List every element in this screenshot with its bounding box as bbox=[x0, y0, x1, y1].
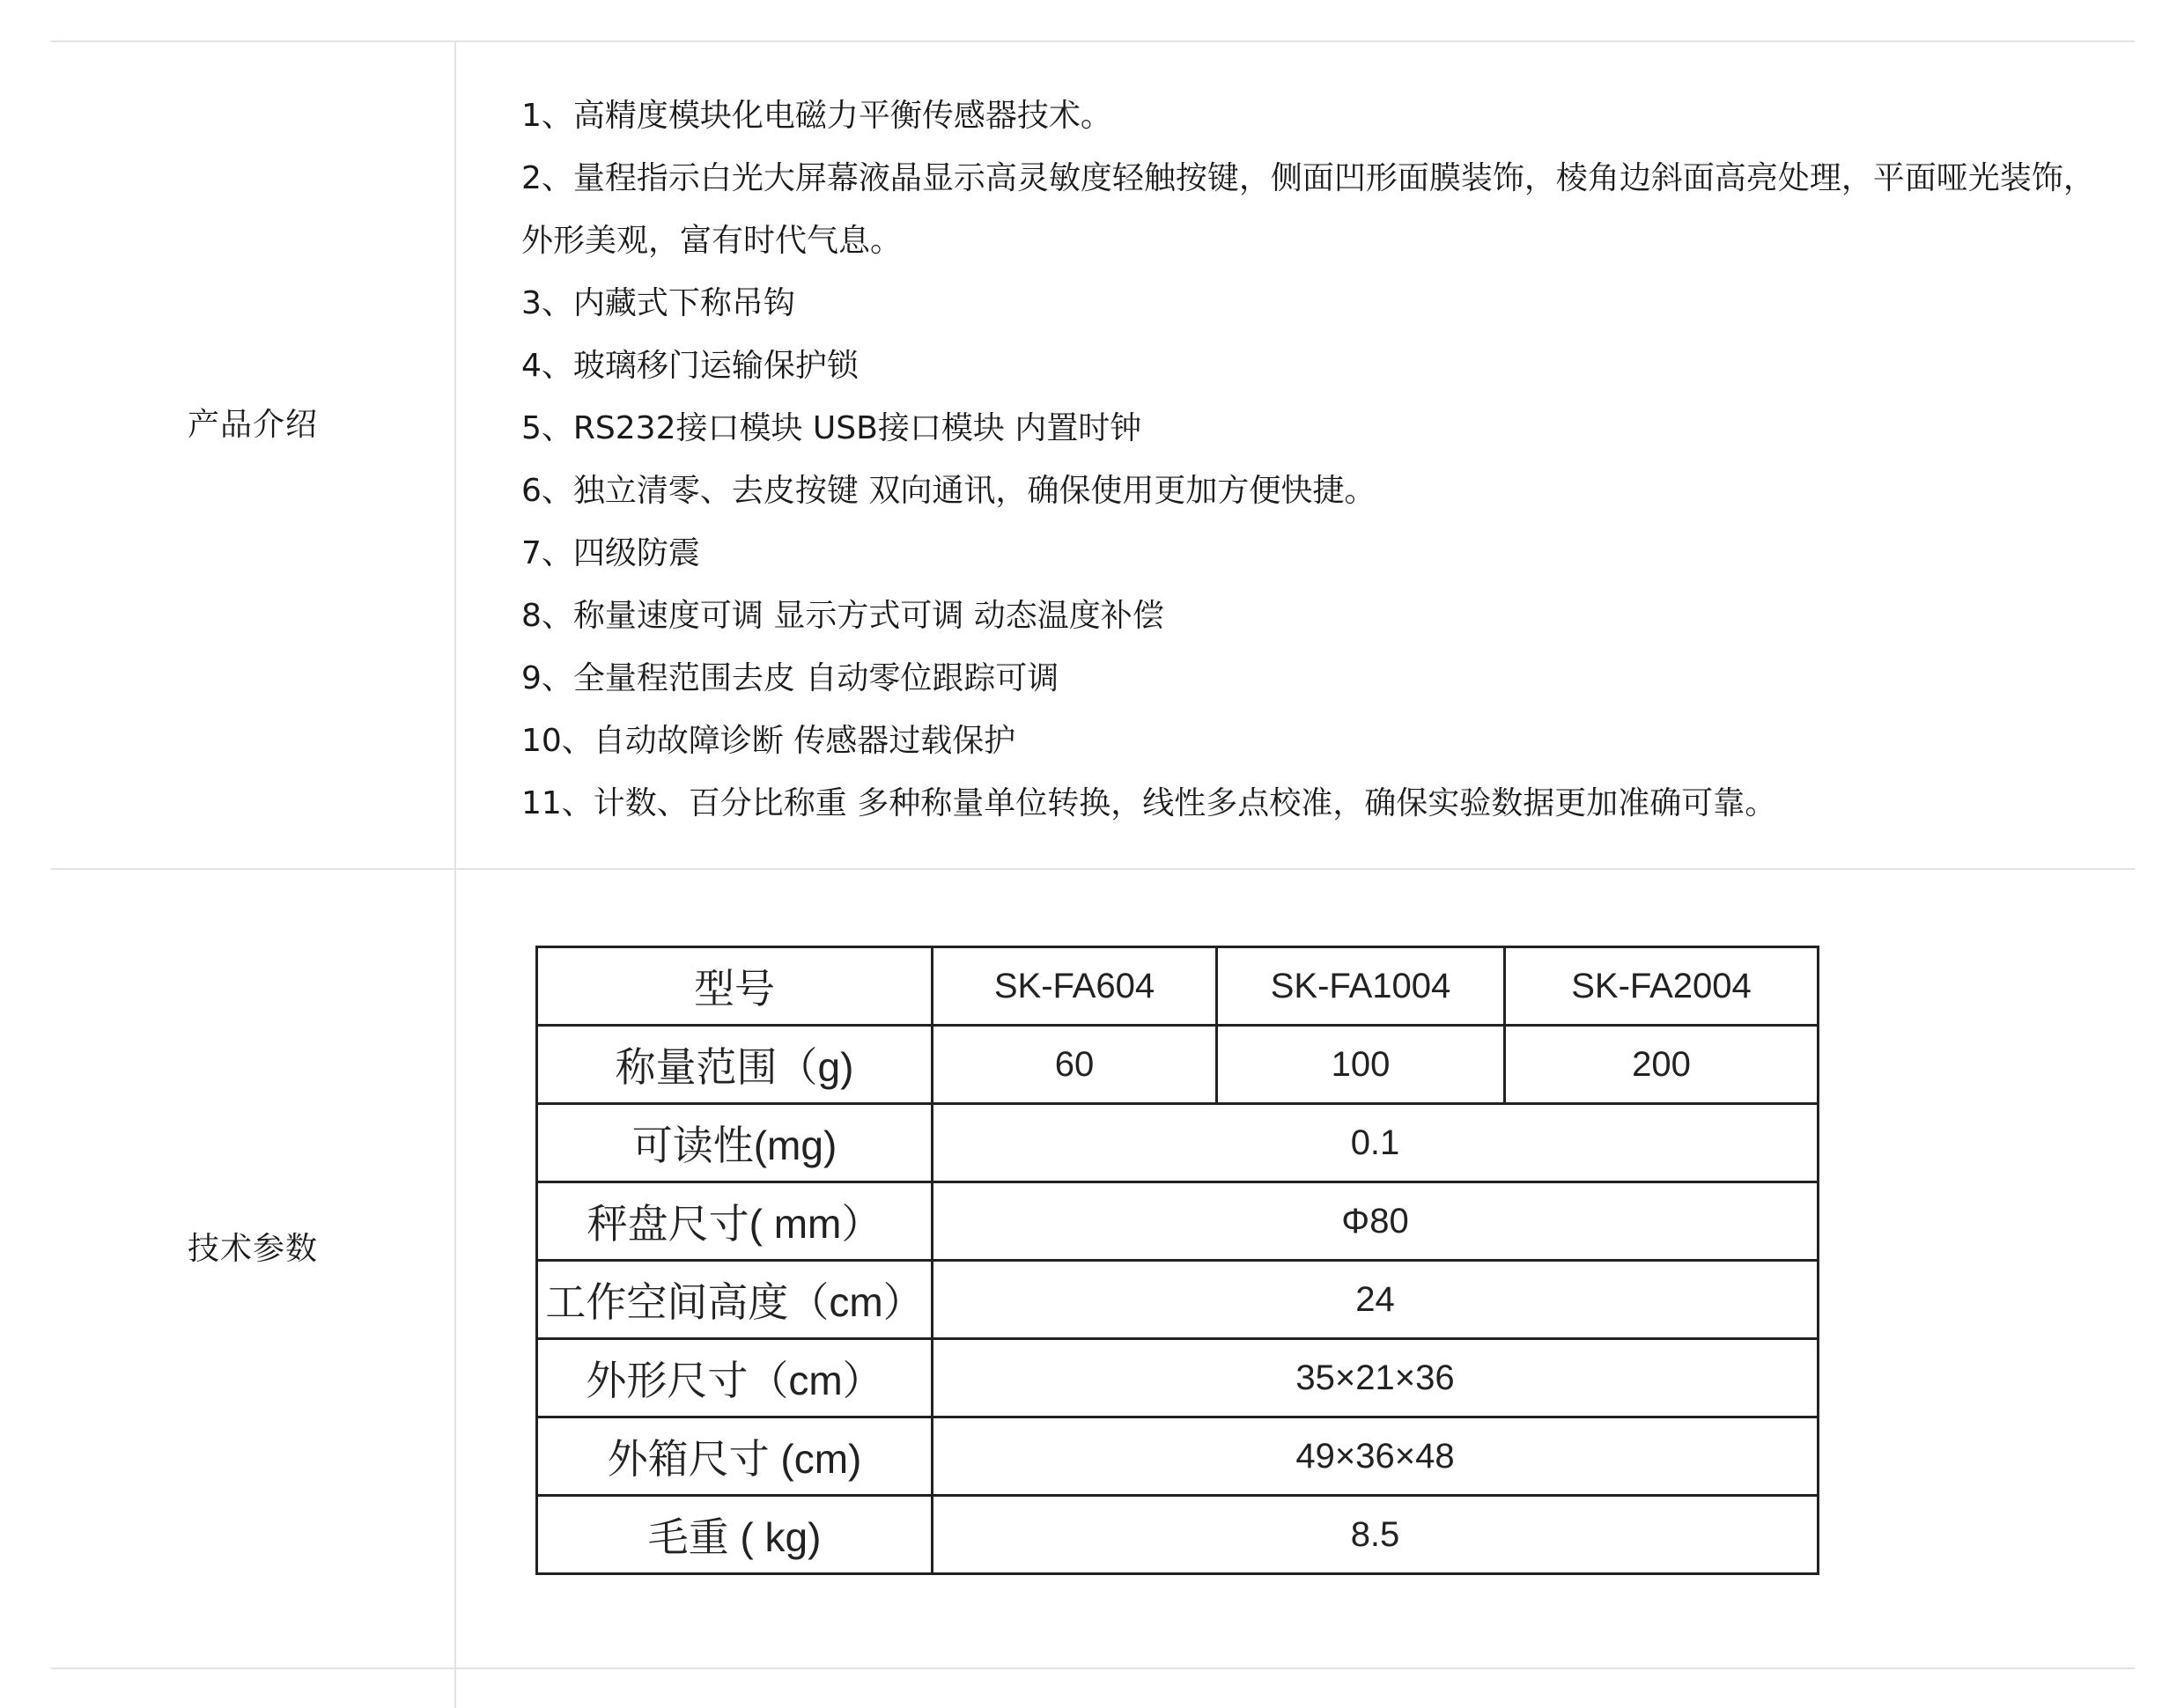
table-cell: 可读性(mg) bbox=[537, 1104, 933, 1182]
table-cell: Φ80 bbox=[933, 1182, 1819, 1261]
table-row bbox=[537, 1026, 1819, 1104]
table-row bbox=[537, 1182, 1819, 1261]
table-cell: 外箱尺寸 (cm) bbox=[537, 1417, 933, 1496]
table-cell: 35×21×36 bbox=[933, 1339, 1819, 1417]
table-cell: 200 bbox=[1505, 1026, 1819, 1104]
table-cell: 称量范围（g) bbox=[537, 1026, 933, 1104]
table-cell: 100 bbox=[1217, 1026, 1505, 1104]
list-item: 5、RS232接口模块 USB接口模块 内置时钟 bbox=[521, 410, 1142, 446]
divider-bottom bbox=[51, 1668, 2135, 1669]
table-row bbox=[537, 1496, 1819, 1574]
divider-top bbox=[51, 40, 2135, 42]
table-cell: 型号 bbox=[537, 947, 933, 1026]
table-cell: 外形尺寸（cm） bbox=[537, 1339, 933, 1417]
table-row bbox=[537, 947, 1819, 1026]
table-row bbox=[537, 1104, 1819, 1182]
table-cell: 8.5 bbox=[933, 1496, 1819, 1574]
list-item: 9、全量程范围去皮 自动零位跟踪可调 bbox=[521, 660, 1059, 696]
list-item: 2、量程指示白光大屏幕液晶显示高灵敏度轻触按键，侧面凹形面膜装饰，棱角边斜面高亮处理，平面哑光装饰，外形美观，富有时代气息。 bbox=[521, 160, 2095, 259]
intro-feature-list bbox=[521, 85, 2107, 835]
list-item: 10、自动故障诊断 传感器过载保护 bbox=[521, 723, 1016, 759]
list-item: 3、内藏式下称吊钩 bbox=[521, 285, 795, 321]
column-divider bbox=[454, 42, 456, 1708]
intro-section-label: 产品介绍 bbox=[187, 407, 318, 443]
table-cell: 60 bbox=[933, 1026, 1217, 1104]
list-item: 4、玻璃移门运输保护锁 bbox=[521, 348, 859, 384]
table-row bbox=[537, 1339, 1819, 1417]
table-cell: 49×36×48 bbox=[933, 1417, 1819, 1496]
table-cell: 秤盘尺寸( mm） bbox=[537, 1182, 933, 1261]
table-cell: 工作空间高度（cm） bbox=[537, 1261, 933, 1339]
table-cell: 24 bbox=[933, 1261, 1819, 1339]
list-item: 7、四级防震 bbox=[521, 535, 700, 571]
list-item: 11、计数、百分比称重 多种称量单位转换，线性多点校准，确保实验数据更加准确可靠。 bbox=[521, 785, 1777, 821]
table-cell: 0.1 bbox=[933, 1104, 1819, 1182]
divider-middle bbox=[51, 868, 2135, 870]
table-cell: SK-FA2004 bbox=[1505, 947, 1819, 1026]
table-row bbox=[537, 1261, 1819, 1339]
table-cell: 毛重 ( kg) bbox=[537, 1496, 933, 1574]
specs-table bbox=[535, 946, 1819, 1575]
table-cell: SK-FA1004 bbox=[1217, 947, 1505, 1026]
list-item: 6、独立清零、去皮按键 双向通讯，确保使用更加方便快捷。 bbox=[521, 473, 1376, 509]
list-item: 1、高精度模块化电磁力平衡传感器技术。 bbox=[521, 98, 1112, 134]
table-row bbox=[537, 1417, 1819, 1496]
list-item: 8、称量速度可调 显示方式可调 动态温度补偿 bbox=[521, 598, 1164, 634]
specs-section-label: 技术参数 bbox=[187, 1231, 318, 1267]
table-cell: SK-FA604 bbox=[933, 947, 1217, 1026]
